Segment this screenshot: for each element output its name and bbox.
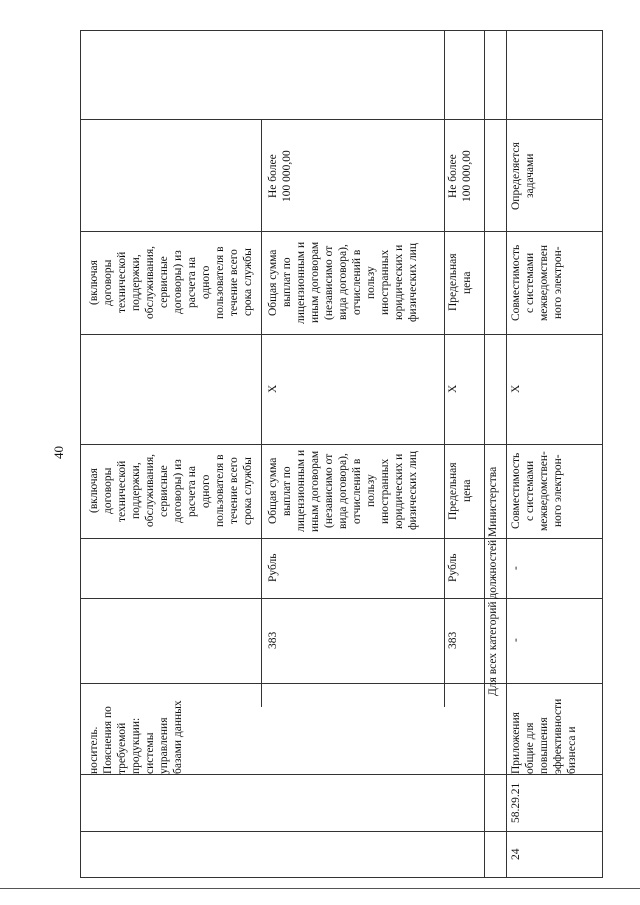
group-header: Для всех категорий должностей Министерства (487, 466, 499, 696)
cell-24-number: 24 (510, 848, 522, 860)
specification-table (80, 30, 603, 878)
cell-24-okpd: 58.29.21 (510, 782, 522, 823)
cell-24-x: X (510, 384, 522, 394)
cell-sum-x: X (267, 384, 279, 394)
page-number: 40 (51, 446, 66, 459)
cell-top-description: носитель. Пояснения по требуемой продукции: системы управления базами данных (88, 700, 184, 774)
cell-24-description: Приложения общие для повышения эффективности бизнеса и (510, 698, 578, 774)
cell-sum-char1: Общая сумма выплат по лицензионным и иным договорам (независимо от вида договора), отчислений в пользу иностранных юридических и физических лиц (267, 449, 419, 533)
cell-price-code: 383 (447, 631, 459, 650)
cell-price-value: Не более 100 000,00 (447, 150, 473, 202)
cell-price-unit: Рубль (447, 553, 459, 583)
grid-line (444, 31, 445, 707)
cell-price-char2: Предельная цена (447, 253, 473, 312)
scan-edge-line (0, 888, 640, 889)
grid-line (261, 119, 262, 707)
cell-top-col-a: (включая договоры технической поддержки, обслуживания, сервисные договоры) из расчета на одного пользователя в течение всего срока службы (88, 246, 254, 319)
cell-24-char2: Совместимость с системами межведомствен ного электрон- (510, 244, 564, 321)
cell-24-char1: Совместимость с системами межведомствен- ного электрон- (510, 451, 564, 531)
cell-price-x: X (447, 384, 459, 394)
cell-24-unit: - (510, 566, 522, 570)
cell-price-char1: Предельная цена (447, 462, 473, 520)
cell-24-code: - (510, 638, 522, 643)
cell-24-value: Определяется задачами (510, 142, 536, 210)
grid-line (484, 31, 485, 877)
cell-sum-value: Не более 100 000,00 (267, 150, 293, 202)
cell-sum-char2: Общая сумма выплат по лицензионным и иным договорам (независимо от вида договора), отчислений в пользу иностранных юридических и физических лиц (267, 241, 419, 324)
cell-top-col-b: (включая договоры технической поддержки, обслуживания, сервисные договоры) из расчета на одного пользователя в течение всего срока службы (88, 454, 254, 528)
grid-line (81, 119, 602, 120)
cell-sum-unit: Рубль (267, 553, 279, 583)
grid-line (506, 31, 507, 877)
cell-sum-code: 383 (267, 631, 279, 650)
